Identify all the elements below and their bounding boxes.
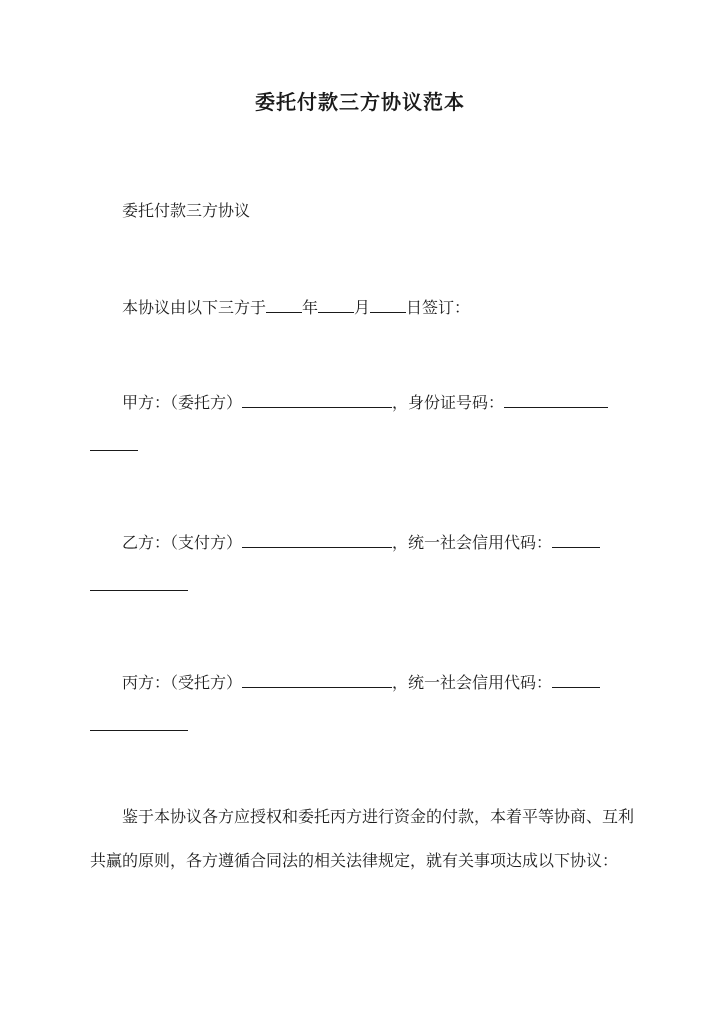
party-c-id-label: ，统一社会信用代码： — [392, 673, 553, 692]
party-a-line — [122, 390, 667, 413]
month-label: 月 — [354, 298, 371, 317]
party-c-code-blank — [552, 673, 600, 688]
party-a-id-label: ，身份证号码： — [392, 393, 505, 412]
party-a-name-blank — [242, 393, 392, 408]
party-b-code-blank — [552, 533, 600, 548]
month-blank — [318, 298, 354, 313]
year-label: 年 — [302, 298, 319, 317]
party-b-name-blank — [242, 533, 392, 548]
document-title: 委托付款三方协议范本 — [255, 90, 465, 114]
day-blank — [370, 298, 406, 313]
year-blank — [266, 298, 302, 313]
party-b-label: 乙方：（支付方） — [122, 533, 243, 552]
party-c-label: 丙方：（受托方） — [122, 673, 243, 692]
party-c-code-blank-continued — [90, 716, 635, 735]
date-line — [122, 295, 667, 318]
date-line-prefix: 本协议由以下三方于 — [122, 298, 267, 317]
preamble-paragraph: 鉴于本协议各方应授权和委托丙方进行资金的付款，本着平等协商、互利共赢的原则，各方遵循合同法的相关法律规定，就有关事项达成以下协议： — [90, 807, 635, 870]
party-c-line — [122, 670, 667, 693]
day-suffix: 日签订： — [406, 298, 471, 317]
party-b-line — [122, 530, 667, 553]
party-b-code-blank-continued — [90, 576, 635, 595]
party-a-id-blank-continued — [90, 436, 635, 455]
party-c-name-blank — [242, 673, 392, 688]
party-a-id-blank — [504, 393, 608, 408]
agreement-subtitle: 委托付款三方协议 — [122, 201, 251, 220]
party-b-id-label: ，统一社会信用代码： — [392, 533, 553, 552]
party-a-label: 甲方：（委托方） — [122, 393, 243, 412]
